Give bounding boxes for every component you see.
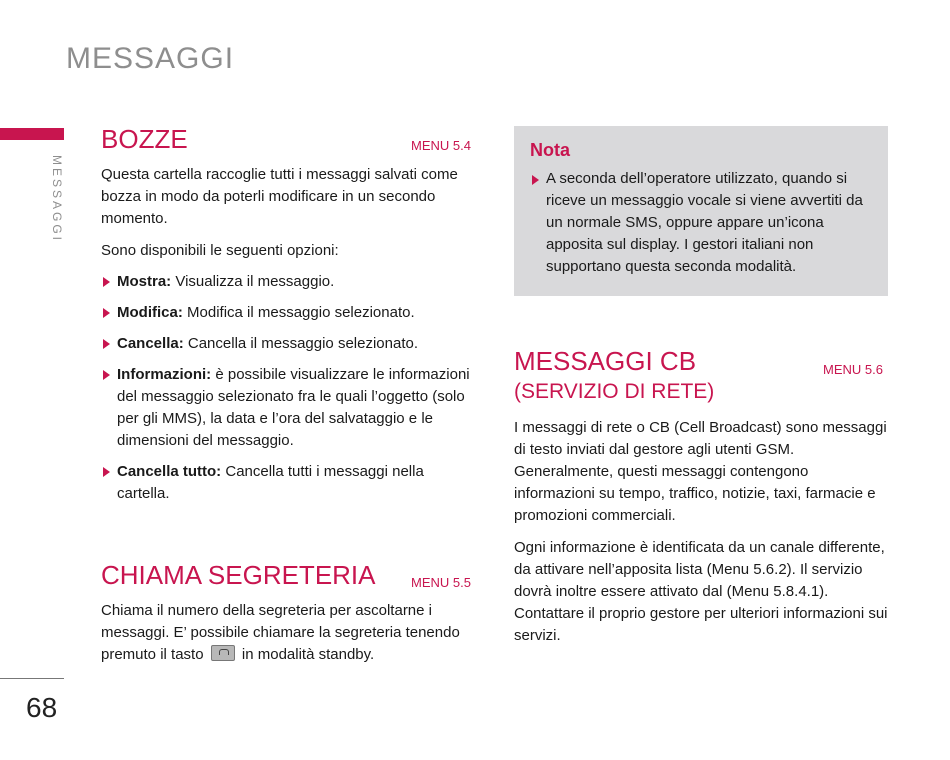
page-header-title: MESSAGGI xyxy=(66,42,235,75)
side-section-label: MESSAGGI xyxy=(50,155,64,244)
triangle-right-icon xyxy=(532,175,539,185)
option-label: Mostra: xyxy=(117,273,172,290)
option-text: è possibile visualizzare le informazioni del messaggio selezionato fra le quali l’oggetto (solo per gli MMS), la data e l’ora del salvataggio e le dimensioni del messaggio. xyxy=(117,366,470,449)
option-label: Cancella tutto: xyxy=(117,463,222,480)
option-label: Cancella: xyxy=(117,335,184,352)
triangle-right-icon xyxy=(103,277,110,287)
cb-subtitle: (SERVIZIO DI RETE) xyxy=(514,380,715,403)
option-text: Cancella tutti i messaggi nella cartella. xyxy=(117,463,424,502)
option-label: Informazioni: xyxy=(117,366,212,383)
footer-divider xyxy=(0,678,64,679)
side-accent-bar xyxy=(0,128,64,140)
option-item-cancella xyxy=(101,333,479,355)
option-item-mostra xyxy=(101,271,479,293)
triangle-right-icon xyxy=(103,308,110,318)
segreteria-text-before: Chiama il numero della segreteria per ascoltarne i messaggi. E’ possibile chiamare la segreteria tenendo premuto il tasto xyxy=(101,602,460,663)
option-label: Modifica: xyxy=(117,304,183,321)
bozze-options-list xyxy=(101,271,479,514)
cb-paragraph-1: I messaggi di rete o CB (Cell Broadcast) sono messaggi di testo inviati dal gestore agli utenti GSM. Generalmente, questi messaggi contengono informazioni su tempo, traffico, notizie, taxi, farmacie e promozioni commerciali. xyxy=(514,419,887,524)
note-text: A seconda dell’operatore utilizzato, quando si riceve un messaggio vocale si viene avvertiti da un normale SMS, oppure appare un’icona apposita sul display. I gestori italiani non supportano questa seconda modalità. xyxy=(546,170,863,275)
option-item-modifica xyxy=(101,302,479,324)
option-text: Visualizza il messaggio. xyxy=(171,273,335,290)
triangle-right-icon xyxy=(103,370,110,380)
triangle-right-icon xyxy=(103,467,110,477)
page-number: 68 xyxy=(26,692,58,723)
segreteria-text xyxy=(101,600,473,666)
bozze-menu-ref: MENU 5.4 xyxy=(411,138,471,153)
bozze-options-intro: Sono disponibili le seguenti opzioni: xyxy=(101,242,339,259)
cb-paragraph-2: Ogni informazione è identificata da un canale differente, da attivare nell’apposita lista (Menu 5.6.2). Il servizio dovrà inoltre essere attivato dal (Menu 5.8.4.1). Contattare il proprio gestore per ulteriori informazioni sui servizi. xyxy=(514,539,888,644)
note-box xyxy=(514,126,888,296)
voicemail-key-icon xyxy=(211,645,235,661)
option-item-cancella-tutto xyxy=(101,461,479,505)
option-item-informazioni xyxy=(101,364,479,452)
option-text: Cancella il messaggio selezionato. xyxy=(183,335,418,352)
note-title: Nota xyxy=(530,140,570,160)
option-text: Modifica il messaggio selezionato. xyxy=(182,304,415,321)
bozze-title: BOZZE xyxy=(101,124,188,154)
segreteria-text-after: in modalità standby. xyxy=(241,646,375,663)
cb-menu-ref: MENU 5.6 xyxy=(823,362,883,377)
segreteria-menu-ref: MENU 5.5 xyxy=(411,575,471,590)
segreteria-title: CHIAMA SEGRETERIA xyxy=(101,560,376,590)
bozze-intro: Questa cartella raccoglie tutti i messaggi salvati come bozza in modo da poterli modificare in un secondo momento. xyxy=(101,166,458,227)
cb-title: MESSAGGI CB xyxy=(514,346,697,376)
triangle-right-icon xyxy=(103,339,110,349)
